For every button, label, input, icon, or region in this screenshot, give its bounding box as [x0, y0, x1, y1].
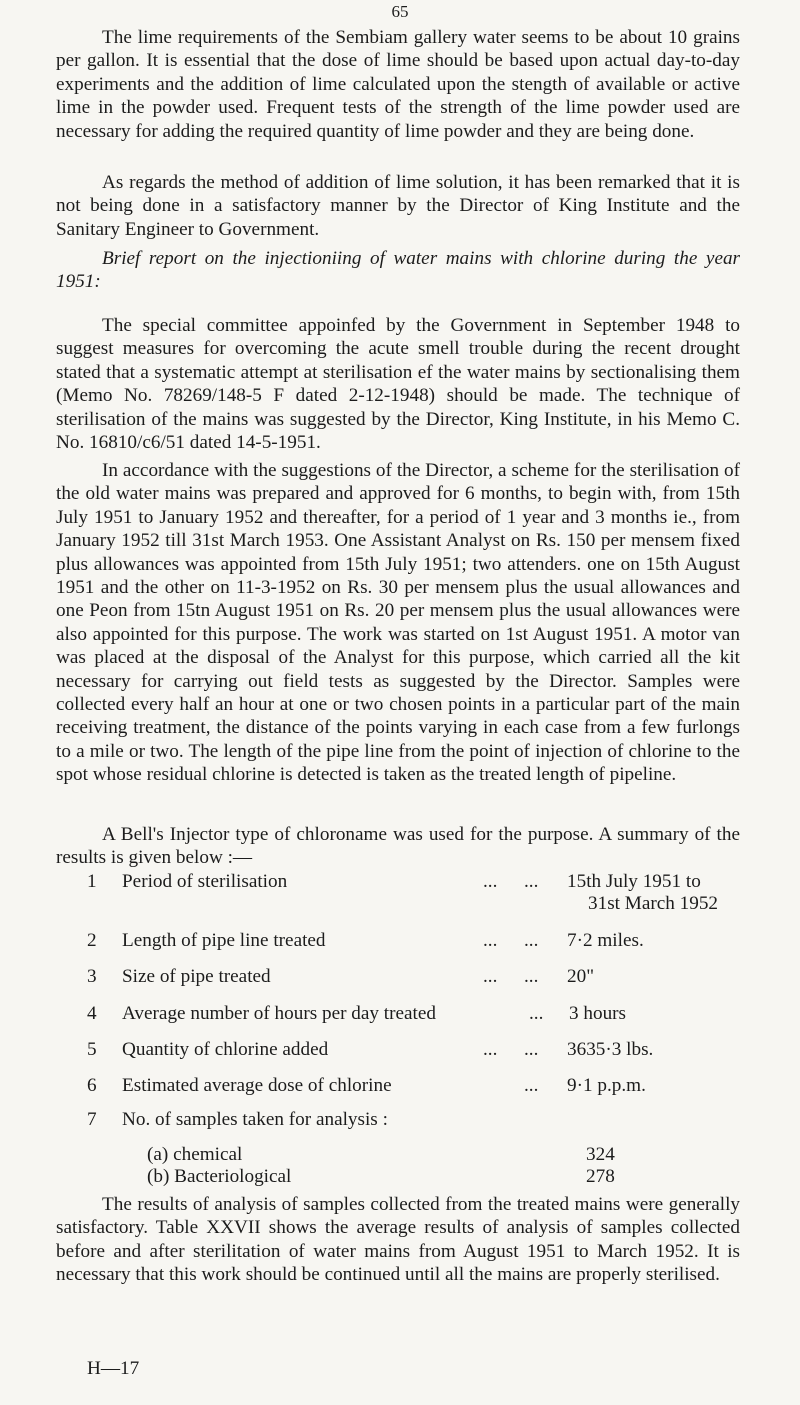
leader-dots: ...: [524, 966, 539, 987]
item-number: 1: [87, 871, 97, 892]
item-label: No. of samples taken for analysis :: [122, 1109, 388, 1130]
paragraph-committee: The special committee appoinfed by the Government in September 1948 to suggest measures for overcoming the acute smell trouble during the recent drought stated that a systematic attempt at sterilisation ef the water mains by sectionalising them (Memo No. 78269/148-5 F dated 2-12-1948) should be made. The technique of sterilisation of the mains was suggested by the Director, King Institute, in his Memo C. No. 16810/c6/51 dated 14-5-1951.: [56, 315, 740, 454]
report-heading-italic: Brief report on the injectioniing of water mains with chlorine during the: [102, 248, 698, 269]
summary-item: [0, 929, 800, 953]
report-heading-year: year 1951:: [56, 248, 741, 293]
item-number: 6: [87, 1075, 97, 1096]
paragraph-results: The results of analysis of samples collected from the treated mains were generally satisfactory. Table XXVII shows the average results of analysis of samples collected before and after sterilitation of water mains from August 1951 to March 1952. It is necessary that this work should be continued until all the mains are properly sterilised.: [56, 1194, 740, 1286]
sample-bacteriological-label: (b) Bacteriological: [147, 1166, 292, 1187]
sample-chemical-label: (a) chemical: [147, 1144, 243, 1165]
leader-dots: ...: [529, 1003, 544, 1024]
page-number: 65: [391, 2, 409, 21]
summary-item: [0, 1002, 800, 1026]
leader-dots: ...: [524, 930, 539, 951]
paragraph-lime-requirements: The lime requirements of the Sembiam gallery water seems to be about 10 grains per gallon. It is essential that the dose of lime should be based upon actual day-to-day experiments and the addition of lime calculated upon the stength of available or active lime in the powder used. Frequent tests of the strength of the lime powder used are necessary for adding the required quantity of lime powder and they are being done.: [56, 27, 740, 142]
summary-item: [0, 870, 800, 894]
item-label: Estimated average dose of chlorine: [122, 1075, 392, 1096]
item-label: Quantity of chlorine added: [122, 1039, 329, 1060]
item-number: 7: [87, 1109, 97, 1130]
summary-item: [0, 1038, 800, 1062]
item-value: 15th July 1951 to: [567, 871, 701, 892]
item-label: Size of pipe treated: [122, 966, 271, 987]
item-value-continued: 31st March 1952: [588, 893, 719, 914]
item-value: 3 hours: [569, 1003, 627, 1024]
summary-item: [0, 1074, 800, 1098]
item-value: 3635·3 lbs.: [567, 1039, 654, 1060]
item-number: 5: [87, 1039, 97, 1060]
summary-item: [0, 1108, 800, 1132]
leader-dots: ...: [483, 871, 498, 892]
item-value: 20": [567, 966, 595, 987]
paragraph-scheme: In accordance with the suggestions of the Director, a scheme for the sterilisation of the old water mains was prepared and approved for 6 months, to begin with, from 15th July 1951 to January 1952 and thereafter, for a period of 1 year and 3 months ie., from January 1952 till 31st March 1953. One Assistant Analyst on Rs. 150 per mensem fixed plus allowances was appointed from 15th July 1951; two attenders. one on 15th August 1951 and the other on 11-3-1952 on Rs. 30 per mensem plus the usual allowances and one Peon from 15tn August 1951 on Rs. 20 per mensem plus the usual allowances were also appointed for this purpose. The work was started on 1st August 1951. A motor van was placed at the disposal of the Analyst for this purpose, which carried all the kit necessary for carrying out field tests as suggested by the Director. Samples were collected every half an hour at one or two chosen points in a particular part of the main receiving treatment, the distance of the points varying in each case from a few furlongs to a mile or two. The length of the pipe line from the point of injection of chlorine to the spot whose residual chlorine is detected is taken as the treated length of pipeline.: [56, 460, 740, 786]
summary-item-continued: [0, 892, 800, 916]
item-value: 7·2 miles.: [567, 930, 644, 951]
leader-dots: ...: [483, 966, 498, 987]
sample-bacteriological-value: 278: [586, 1166, 615, 1187]
paragraph-injector: A Bell's Injector type of chloroname was used for the purpose. A summary of the results is given below :—: [56, 824, 740, 869]
leader-dots: ...: [524, 871, 539, 892]
item-number: 2: [87, 930, 97, 951]
leader-dots: ...: [524, 1039, 539, 1060]
item-number: 3: [87, 966, 97, 987]
item-value: 9·1 p.p.m.: [567, 1075, 646, 1096]
page-footer-code: H—17: [87, 1358, 140, 1379]
paragraph-addition-method: As regards the method of addition of lime solution, it has been remarked that it is not being done in a satisfactory manner by the Director of King Institute and the Sanitary Engineer to Government.: [56, 172, 740, 240]
item-label: Period of sterilisation: [122, 871, 288, 892]
summary-item: [0, 965, 800, 989]
report-heading: [56, 247, 740, 294]
sample-chemical-value: 324: [586, 1144, 615, 1165]
leader-dots: ...: [483, 930, 498, 951]
leader-dots: ...: [524, 1075, 539, 1096]
item-label: Average number of hours per day treated: [122, 1003, 436, 1024]
item-label: Length of pipe line treated: [122, 930, 326, 951]
leader-dots: ...: [483, 1039, 498, 1060]
item-number: 4: [87, 1003, 97, 1024]
